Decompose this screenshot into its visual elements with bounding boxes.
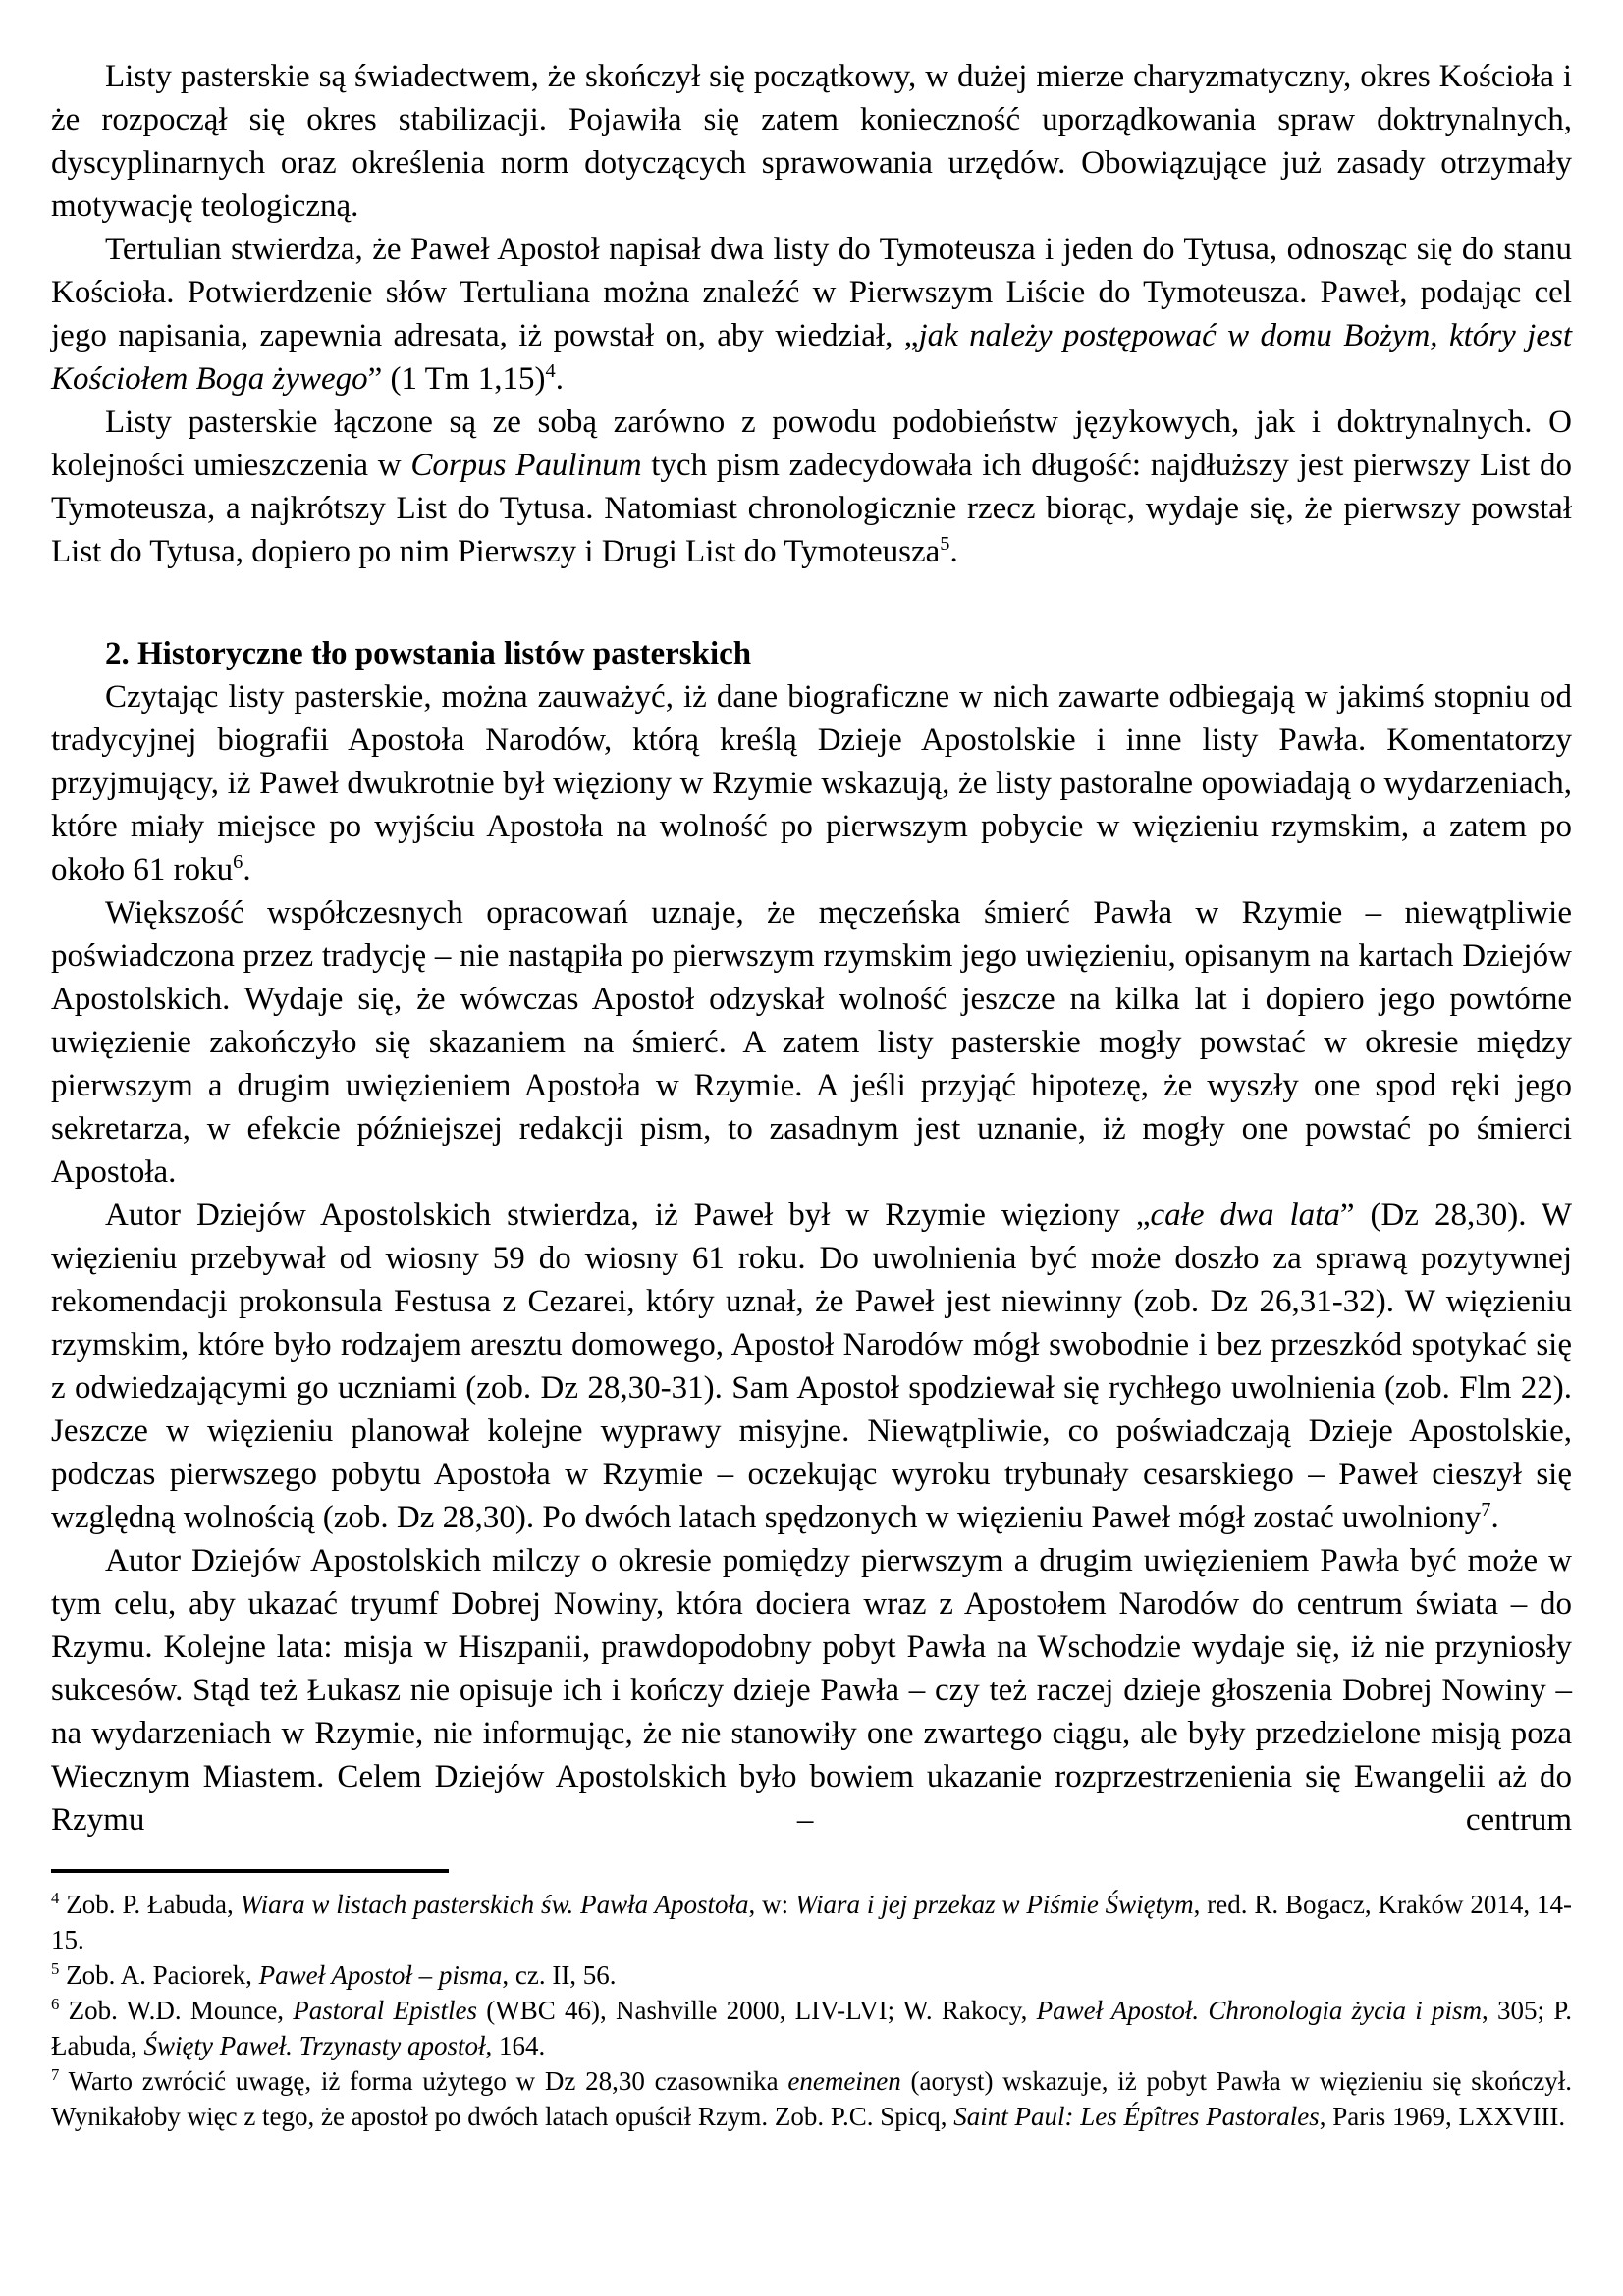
footnote-5: [51, 1957, 1572, 1993]
section-heading: 2. Historyczne tło powstania listów pasterskich: [105, 636, 752, 671]
italic-run: Pastoral Epistles: [293, 1996, 478, 2025]
italic-run: enemeinen: [787, 2066, 901, 2096]
text-run: Zob. P. Łabuda,: [59, 1890, 241, 1919]
footnote-separator: [51, 1869, 449, 1873]
footnote-7: [51, 2063, 1572, 2134]
footnote-6: [51, 1993, 1572, 2063]
italic-run: Saint Paul: Les Épîtres Pastorales: [953, 2102, 1320, 2131]
paragraph-intro: [51, 55, 1572, 228]
footnote-4: [51, 1887, 1572, 1957]
text-run: , red. R. Bogacz, Kraków 2014, 14-15.: [51, 1890, 1572, 1954]
italic-run: Wiara w listach pasterskich św. Pawła Apostoła: [240, 1890, 749, 1919]
text-run: , w:: [748, 1890, 795, 1919]
text-run: Listy pasterskie są świadectwem, że skończył się początkowy, w dużej mierze charyzmatyczny, okres Kościoła i że rozpoczął się okres stabilizacji. Pojawiła się zatem konieczność uporządkowania spraw doktrynalnych, dyscyplinarnych oraz określenia norm dotyczących sprawowania urzędów. Obowiązujące już zasady otrzymały motywację teologiczną.: [51, 59, 1572, 224]
italic-run: całe dwa lata: [1150, 1198, 1340, 1233]
italic-run: Paweł Apostoł – pisma: [258, 1960, 503, 1990]
text-run: , cz. II, 56.: [502, 1960, 617, 1990]
superscript-footnote-ref: 5: [940, 533, 950, 555]
text-run: , Paris 1969, LXXVIII.: [1319, 2102, 1566, 2131]
text-run: .: [1490, 1500, 1499, 1535]
text-run: .: [949, 534, 958, 569]
paragraph-corpus-paulinum: [51, 400, 1572, 573]
superscript-footnote-ref: 4: [545, 360, 556, 382]
text-run: Większość współczesnych opracowań uznaje, że męczeńska śmierć Pawła w Rzymie – niewątpliwie poświadczona przez tradycję – nie nastąpiła po pierwszym rzymskim jego uwięzieniu, opisanym na kartach Dziejów Apostolskich. Wydaje się, że wówczas Apostoł odzyskał wolność jeszcze na kilka lat i dopiero jego powtórne uwięzienie zakończyło się skazaniem na śmierć. A zatem listy pasterskie mogły powstać w okresie między pierwszym a drugim uwięzieniem Apostoła w Rzymie. A jeśli przyjąć hipotezę, że wyszły one spod ręki jego sekretarza, w efekcie późniejszej redakcji pism, to zasadnym jest uznanie, iż mogły one powstać po śmierci Apostoła.: [51, 895, 1572, 1190]
text-run: Listy pasterskie łączone są ze sobą zarówno z powodu podobieństw językowych, jak i doktrynalnych. O kolejności umieszczenia w: [51, 404, 1572, 483]
paragraph-biographical-data: [51, 675, 1572, 891]
paragraph-martyrdom: [51, 891, 1572, 1194]
superscript-footnote-ref: 7: [51, 2065, 60, 2084]
text-run: ” (1 Tm 1,15): [367, 361, 546, 397]
superscript-footnote-ref: 5: [51, 1959, 60, 1978]
text-run: Warto zwrócić uwagę, iż forma użytego w Dz 28,30 czasownika: [59, 2066, 788, 2096]
text-run: .: [243, 852, 251, 887]
paragraph-roman-imprisonment: [51, 1194, 1572, 1539]
superscript-footnote-ref: 7: [1481, 1499, 1491, 1521]
text-run: .: [555, 361, 564, 397]
text-run: , 305; P. Łabuda,: [51, 1996, 1573, 2060]
text-run: Tertulian stwierdza, że Paweł Apostoł napisał dwa listy do Tymoteusza i jeden do Tytusa, odnosząc się do stanu Kościoła. Potwierdzenie słów Tertuliana można znaleźć w Pierwszym Liście do Tymoteusza. Paweł, podając cel jego napisania, zapewnia adresata, iż powstał on, aby wiedział, „: [51, 232, 1572, 353]
text-run: ” (Dz 28,30). W więzieniu przebywał od wiosny 59 do wiosny 61 roku. Do uwolnienia być może doszło za sprawą pozytywnej rekomendacji prokonsula Festusa z Cezarei, który uznał, że Paweł jest niewinny (zob. Dz 26,31-32). W więzieniu rzymskim, które było rodzajem aresztu domowego, Apostoł Narodów mógł swobodnie i bez przeszkód spotykać się z odwiedzającymi go uczniami (zob. Dz 28,30-31). Sam Apostoł spodziewał się rychłego uwolnienia (zob. Flm 22). Jeszcze w więzieniu planował kolejne wyprawy misyjne. Niewątpliwie, co poświadczają Dzieje Apostolskie, podczas pierwszego pobytu Apostoła w Rzymie – oczekując wyroku trybunały cesarskiego – Paweł cieszył się względną wolnością (zob. Dz 28,30). Po dwóch latach spędzonych w więzieniu Paweł mógł zostać uwolniony: [51, 1198, 1572, 1535]
paragraph-acts-silence: [51, 1539, 1572, 1842]
italic-run: Wiara i jej przekaz w Piśmie Świętym: [795, 1890, 1194, 1919]
paragraph-tertulian: [51, 228, 1572, 400]
superscript-footnote-ref: 6: [51, 1995, 60, 2013]
text-run: Autor Dziejów Apostolskich milczy o okresie pomiędzy pierwszym a drugim uwięzieniem Pawła być może w tym celu, aby ukazać tryumf Dobrej Nowiny, która dociera wraz z Apostołem Narodów do centrum świata – do Rzymu. Kolejne lata: misja w Hiszpanii, prawdopodobny pobyt Pawła na Wschodzie wydaje się, iż nie przyniosły sukcesów. Stąd też Łukasz nie opisuje ich i kończy dzieje Pawła – czy też raczej dzieje głoszenia Dobrej Nowiny – na wydarzeniach w Rzymie, nie informując, że nie stanowiły one zwartego ciągu, ale były przedzielone misją poza Wiecznym Miastem. Celem Dziejów Apostolskich było bowiem ukazanie rozprzestrzenienia się Ewangelii aż do Rzymu – centrum: [51, 1543, 1572, 1838]
footnotes-section: [51, 1887, 1572, 2134]
italic-run: jak należy postępować w domu Bożym, który jest Kościołem Boga żywego: [51, 318, 1573, 397]
superscript-footnote-ref: 4: [51, 1889, 60, 1907]
text-run: Czytając listy pasterskie, można zauważyć, iż dane biograficzne w nich zawarte odbiegają w jakimś stopniu od tradycyjnej biografii Apostoła Narodów, którą kreślą Dzieje Apostolskie i inne listy Pawła. Komentatorzy przyjmujący, iż Paweł dwukrotnie był więziony w Rzymie wskazują, że listy pastoralne opowiadają o wydarzeniach, które miały miejsce po wyjściu Apostoła na wolność po pierwszym pobycie w więzieniu rzymskim, a zatem po około 61 roku: [51, 679, 1572, 887]
text-run: Zob. W.D. Mounce,: [59, 1996, 294, 2025]
superscript-footnote-ref: 6: [233, 851, 243, 873]
italic-run: Święty Paweł. Trzynasty apostoł: [143, 2031, 486, 2060]
italic-run: Paweł Apostoł. Chronologia życia i pism: [1036, 1996, 1483, 2025]
text-run: , 164.: [485, 2031, 546, 2060]
text-run: Autor Dziejów Apostolskich stwierdza, iż Paweł był w Rzymie więziony „: [105, 1198, 1151, 1233]
text-run: (aoryst) wskazuje, iż pobyt Pawła w więzieniu się skończył. Wynikałoby więc z tego, że apostoł po dwóch latach opuścił Rzym. Zob. P.C. Spicq,: [51, 2066, 1572, 2131]
italic-run: Corpus Paulinum: [410, 448, 642, 483]
text-run: (WBC 46), Nashville 2000, LIV-LVI; W. Rakocy,: [477, 1996, 1037, 2025]
text-run: tych pism zadecydowała ich długość: najdłuższy jest pierwszy List do Tymoteusza, a najkrótszy List do Tytusa. Natomiast chronologicznie rzecz biorąc, wydaje się, że pierwszy powstał List do Tytusa, dopiero po nim Pierwszy i Drugi List do Tymoteusza: [51, 448, 1572, 569]
text-run: Zob. A. Paciorek,: [59, 1960, 259, 1990]
